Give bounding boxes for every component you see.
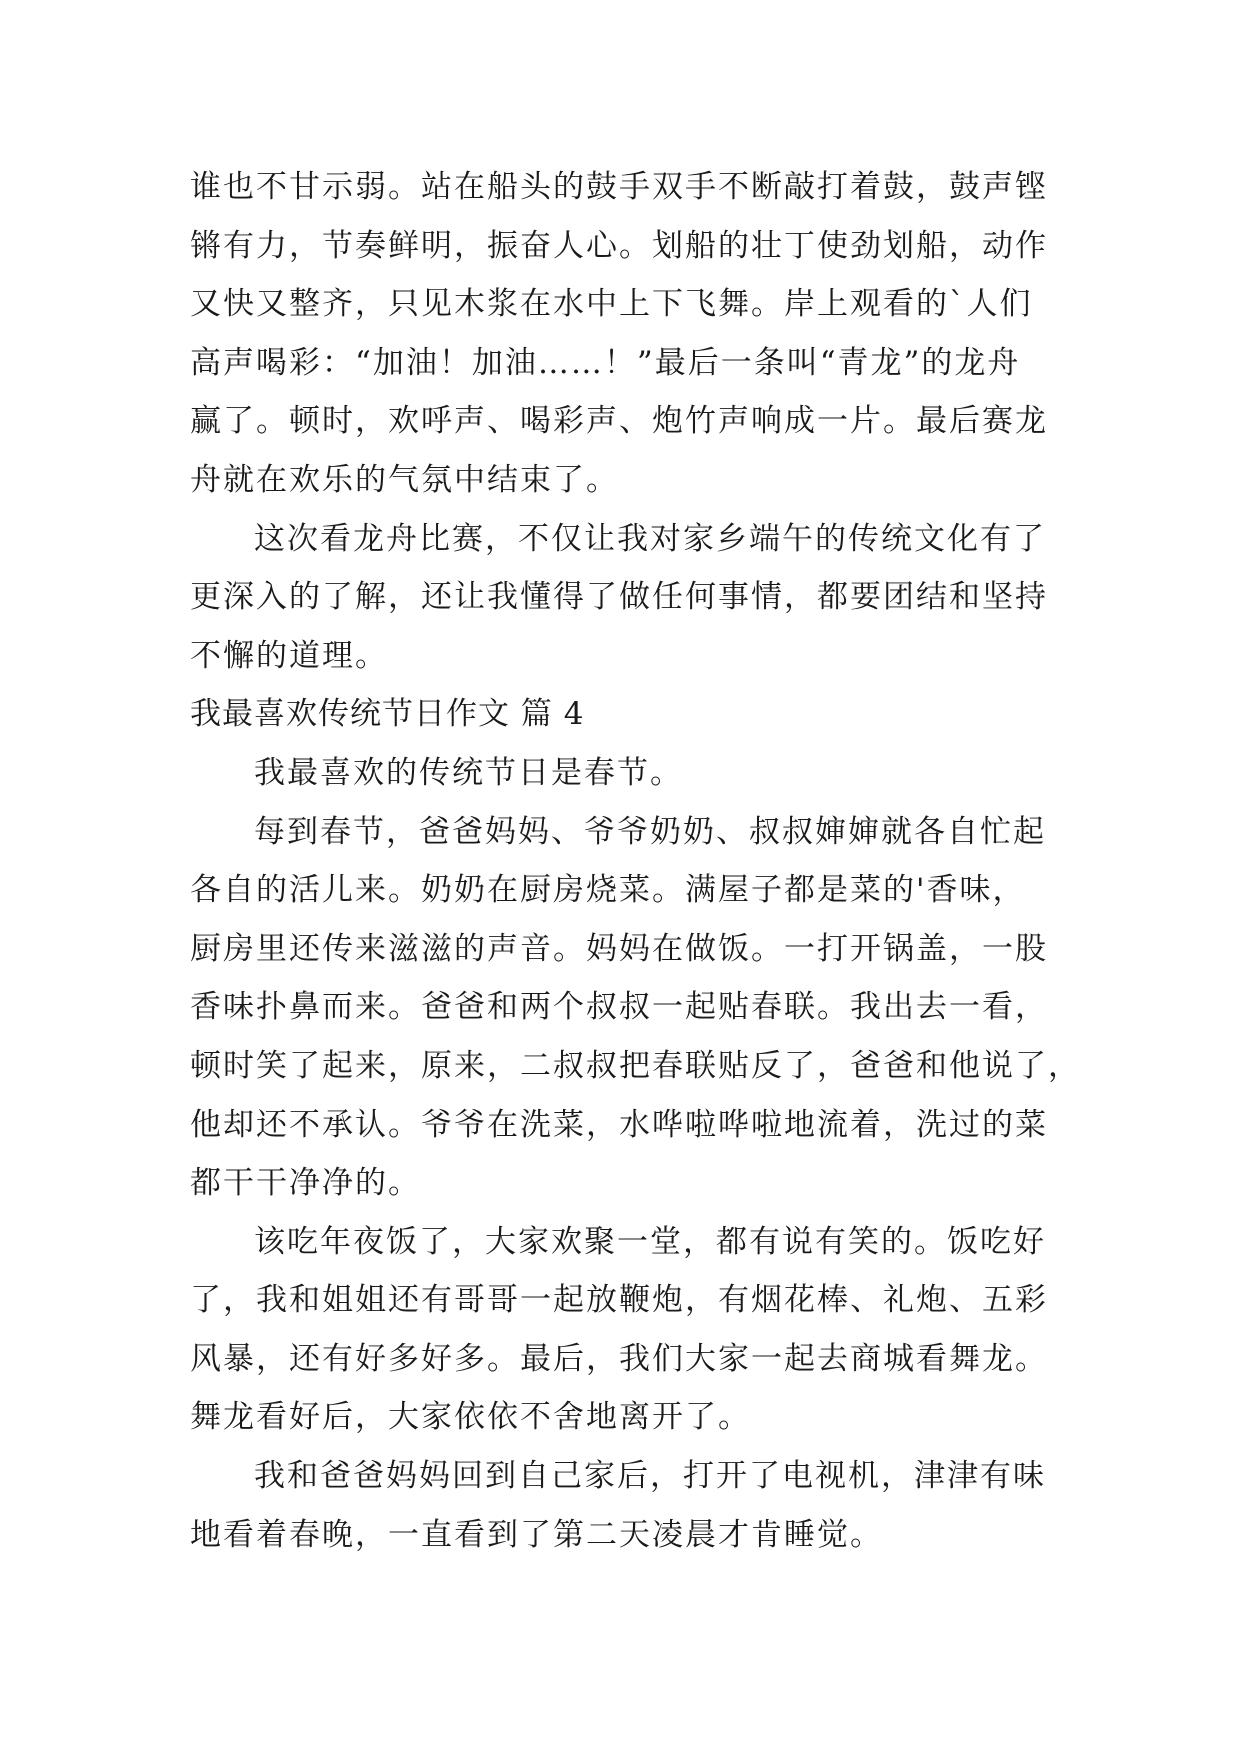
section-heading: 我最喜欢传统节日作文 篇 4 (190, 696, 585, 733)
text-line: 锵有力，节奏鲜明，振奋人心。划船的壮丁使劲划船，动作 (190, 227, 1048, 264)
text-line: 又快又整齐，只见木浆在水中上下飞舞。岸上观看的`人们 (190, 286, 1033, 323)
text-line: 高声喝彩：“加油！加油……！”最后一条叫“青龙”的龙舟 (190, 344, 1021, 381)
text-line: 不懈的道理。 (190, 637, 388, 674)
text-line: 顿时笑了起来，原来，二叔叔把春联贴反了，爸爸和他说了， (190, 1047, 1081, 1084)
text-line: 风暴，还有好多好多。最后，我们大家一起去商城看舞龙。 (190, 1340, 1048, 1377)
text-line: 赢了。顿时，欢呼声、喝彩声、炮竹声响成一片。最后赛龙 (190, 403, 1048, 440)
text-line: 地看着春晚，一直看到了第二天凌晨才肯睡觉。 (190, 1516, 883, 1553)
text-line: 该吃年夜饭了，大家欢聚一堂，都有说有笑的。饭吃好 (254, 1223, 1046, 1260)
text-line: 谁也不甘示弱。站在船头的鼓手双手不断敲打着鼓，鼓声铿 (190, 169, 1048, 205)
text-line: 我和爸爸妈妈回到自己家后，打开了电视机，津津有味 (254, 1458, 1046, 1495)
text-line: 各自的活儿来。奶奶在厨房烧菜。满屋子都是菜的'香味， (190, 872, 1026, 909)
text-line: 舟就在欢乐的气氛中结束了。 (190, 461, 619, 498)
text-line: 了，我和姐姐还有哥哥一起放鞭炮，有烟花棒、礼炮、五彩 (190, 1282, 1048, 1319)
text-line: 这次看龙舟比赛，不仅让我对家乡端午的传统文化有了 (254, 520, 1046, 557)
document-body (190, 158, 1081, 1564)
text-line: 都干干净净的。 (190, 1165, 421, 1202)
text-line: 香味扑鼻而来。爸爸和两个叔叔一起贴春联。我出去一看， (190, 989, 1048, 1026)
text-line: 厨房里还传来滋滋的声音。妈妈在做饭。一打开锅盖，一股 (190, 930, 1048, 967)
text-line: 每到春节，爸爸妈妈、爷爷奶奶、叔叔婶婶就各自忙起 (254, 813, 1046, 850)
text-line: 我最喜欢的传统节日是春节。 (254, 754, 683, 791)
text-line: 舞龙看好后，大家依依不舍地离开了。 (190, 1399, 751, 1436)
text-line: 他却还不承认。爷爷在洗菜，水哗啦哗啦地流着，洗过的菜 (190, 1106, 1048, 1143)
text-line: 更深入的了解，还让我懂得了做任何事情，都要团结和坚持 (190, 579, 1048, 616)
